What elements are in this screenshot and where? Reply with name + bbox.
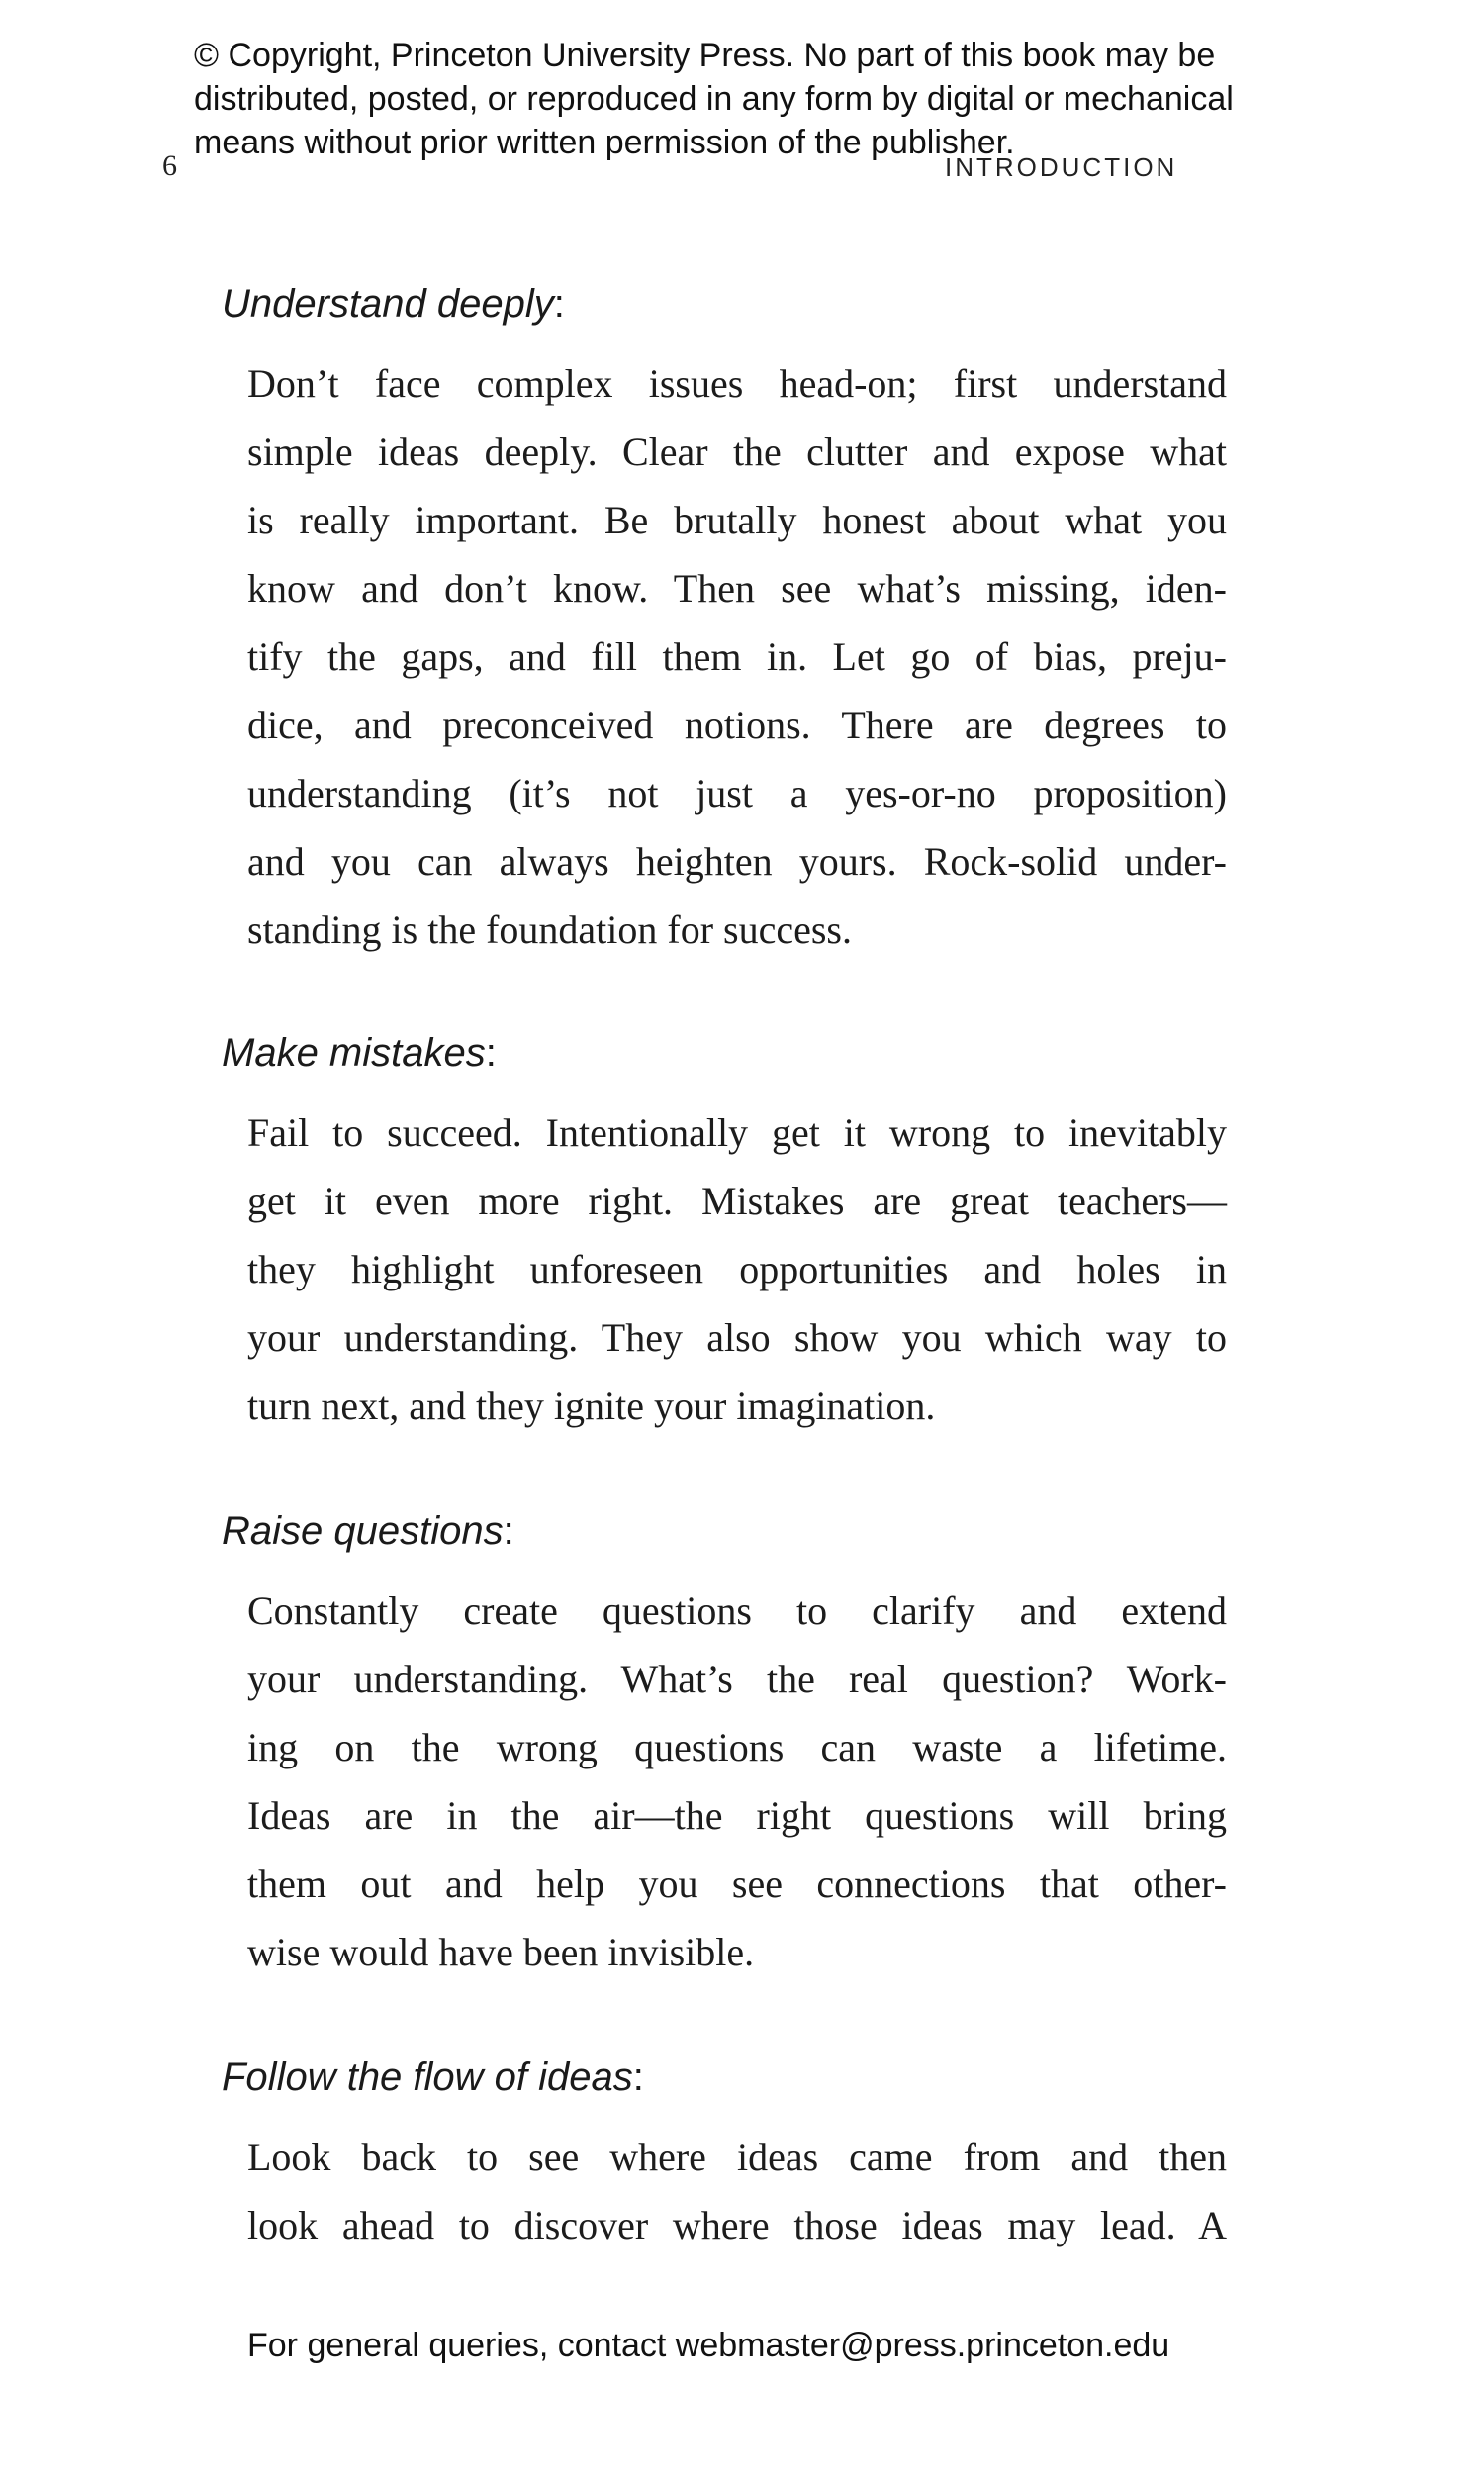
copyright-notice [194, 34, 1381, 164]
section-heading-colon: : [553, 282, 565, 326]
body-line: they highlight unforeseen opportunities and holes in [247, 1247, 1227, 1291]
section-heading-text: Understand deeply [222, 282, 554, 326]
body-line: your understanding. What’s the real question? Work- [247, 1657, 1227, 1701]
section-heading-text: Follow the flow of ideas [222, 2055, 633, 2099]
body-line: dice, and preconceived notions. There are degrees to [247, 703, 1227, 747]
section-make-mistakes [222, 1027, 1231, 1440]
body-line: them out and help you see connections that other- [247, 1862, 1227, 1906]
section-heading [222, 1027, 1231, 1079]
body-line: know and don’t know. Then see what’s missing, iden- [247, 566, 1227, 611]
running-head: INTRODUCTION [945, 152, 1178, 182]
body-line: get it even more right. Mistakes are great teachers— [247, 1179, 1227, 1223]
body-line: look ahead to discover where those ideas may lead. A [247, 2203, 1227, 2247]
body-line: Ideas are in the air—the right questions will bring [247, 1793, 1227, 1838]
body-line: is really important. Be brutally honest about what you [247, 498, 1227, 542]
section-body [247, 1098, 1227, 1440]
body-line: turn next, and they ignite your imagination. [247, 1384, 936, 1428]
body-line: your understanding. They also show you which way to [247, 1315, 1227, 1360]
body-line: ing on the wrong questions can waste a lifetime. [247, 1725, 1227, 1769]
copyright-line: means without prior written permission of the publisher. [194, 124, 1015, 161]
section-heading [222, 1505, 1231, 1557]
body-line: Don’t face complex issues head-on; first understand [247, 361, 1227, 406]
section-heading-colon: : [485, 1031, 497, 1075]
section-heading-text: Make mistakes [222, 1031, 486, 1075]
footer-contact: For general queries, contact webmaster@press.princeton.edu [247, 2327, 1170, 2364]
body-line: simple ideas deeply. Clear the clutter and expose what [247, 430, 1227, 474]
body-line: Look back to see where ideas came from and then [247, 2135, 1227, 2179]
body-line: standing is the foundation for success. [247, 907, 852, 952]
section-heading-colon: : [632, 2055, 644, 2099]
section-heading-text: Raise questions [222, 1509, 504, 1553]
section-body [247, 349, 1227, 964]
section-body [247, 1576, 1227, 1986]
section-raise-questions [222, 1505, 1231, 1986]
copyright-line: distributed, posted, or reproduced in any form by digital or mechanical [194, 80, 1234, 118]
section-heading [222, 278, 1231, 330]
body-line: understanding (it’s not just a yes-or-no proposition) [247, 771, 1227, 815]
section-understand-deeply [222, 278, 1231, 964]
body-line: tify the gaps, and fill them in. Let go of bias, preju- [247, 634, 1227, 679]
copyright-line: © Copyright, Princeton University Press. No part of this book may be [194, 37, 1216, 74]
body-line: Fail to succeed. Intentionally get it wrong to inevitably [247, 1110, 1227, 1155]
body-line: Constantly create questions to clarify and extend [247, 1588, 1227, 1633]
body-line: and you can always heighten yours. Rock-solid under- [247, 839, 1227, 884]
page-number: 6 [162, 149, 177, 182]
section-follow-flow-of-ideas [222, 2052, 1231, 2259]
body-line: wise would have been invisible. [247, 1930, 755, 1974]
section-heading [222, 2052, 1231, 2103]
section-body [247, 2123, 1227, 2259]
section-heading-colon: : [503, 1509, 514, 1553]
